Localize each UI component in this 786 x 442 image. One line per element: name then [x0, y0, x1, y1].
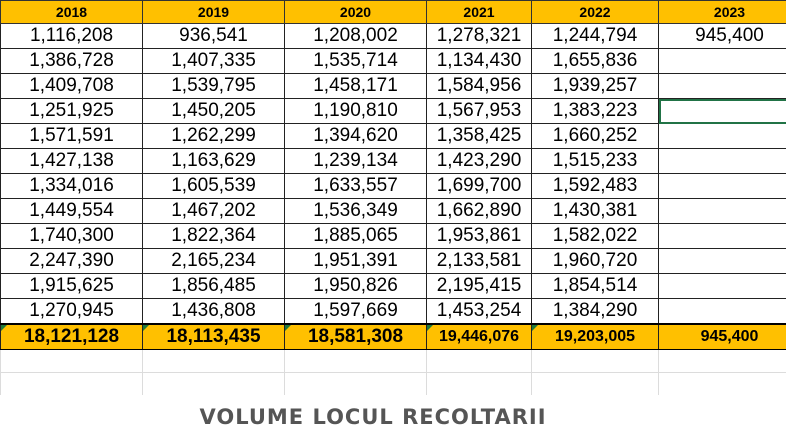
- cell-2023-row-11[interactable]: [659, 274, 786, 299]
- table-row: [1, 99, 786, 124]
- total-2021[interactable]: [427, 324, 532, 350]
- empty-cell[interactable]: [285, 350, 427, 373]
- total-value: 19,446,076: [438, 328, 520, 345]
- table-row: [1, 274, 786, 299]
- cell-2019-row-5[interactable]: 1,262,299: [143, 124, 285, 149]
- sheet-caption: VOLUME LOCUL RECOLTARII: [199, 405, 547, 429]
- cell-2022-row-5[interactable]: 1,660,252: [532, 124, 659, 149]
- empty-cell[interactable]: [285, 373, 427, 396]
- cell-2023-row-8[interactable]: [659, 199, 786, 224]
- header-row: [1, 1, 786, 24]
- cell-2019-row-11[interactable]: 1,856,485: [143, 274, 285, 299]
- cell-2021-row-11[interactable]: 2,195,415: [427, 274, 532, 299]
- cell-2018-row-10[interactable]: 2,247,390: [1, 249, 143, 274]
- cell-2018-row-6[interactable]: 1,427,138: [1, 149, 143, 174]
- cell-2023-row-7[interactable]: [659, 174, 786, 199]
- formula-warning-marker: [532, 325, 538, 331]
- cell-2018-row-1[interactable]: 1,116,208: [1, 24, 143, 49]
- total-2022[interactable]: [532, 324, 659, 350]
- cell-2021-row-2[interactable]: 1,134,430: [427, 49, 532, 74]
- cell-2023-row-6[interactable]: [659, 149, 786, 174]
- empty-cell[interactable]: [427, 373, 532, 396]
- table-row: [1, 24, 786, 49]
- empty-cell[interactable]: [1, 350, 143, 373]
- table-row: [1, 174, 786, 199]
- cell-2019-row-3[interactable]: 1,539,795: [143, 74, 285, 99]
- cell-2022-row-10[interactable]: 1,960,720: [532, 249, 659, 274]
- formula-warning-marker: [427, 325, 433, 331]
- column-header-2019[interactable]: 2019: [143, 1, 285, 24]
- cell-2022-row-4[interactable]: 1,383,223: [532, 99, 659, 124]
- cell-2020-row-4[interactable]: 1,190,810: [285, 99, 427, 124]
- cell-2022-row-6[interactable]: 1,515,233: [532, 149, 659, 174]
- cell-2021-row-1[interactable]: 1,278,321: [427, 24, 532, 49]
- formula-warning-marker: [1, 325, 7, 331]
- empty-cell[interactable]: [659, 350, 786, 373]
- cell-2019-row-9[interactable]: 1,822,364: [143, 224, 285, 249]
- total-2019[interactable]: [143, 324, 285, 350]
- cell-2022-row-1[interactable]: 1,244,794: [532, 24, 659, 49]
- total-2020[interactable]: [285, 324, 427, 350]
- cell-2020-row-12[interactable]: 1,597,669: [285, 299, 427, 325]
- cell-2023-row-12[interactable]: [659, 299, 786, 325]
- column-header-2021[interactable]: 2021: [427, 1, 532, 24]
- cell-2020-row-6[interactable]: 1,239,134: [285, 149, 427, 174]
- empty-row: [1, 373, 786, 396]
- cell-2018-row-12[interactable]: 1,270,945: [1, 299, 143, 325]
- empty-cell[interactable]: [532, 350, 659, 373]
- table-row: [1, 124, 786, 149]
- cell-2019-row-10[interactable]: 2,165,234: [143, 249, 285, 274]
- cell-2020-row-10[interactable]: 1,951,391: [285, 249, 427, 274]
- cell-2021-row-9[interactable]: 1,953,861: [427, 224, 532, 249]
- cell-2020-row-7[interactable]: 1,633,557: [285, 174, 427, 199]
- cell-2021-row-3[interactable]: 1,584,956: [427, 74, 532, 99]
- cell-2018-row-7[interactable]: 1,334,016: [1, 174, 143, 199]
- cell-2021-row-5[interactable]: 1,358,425: [427, 124, 532, 149]
- cell-2020-row-8[interactable]: 1,536,349: [285, 199, 427, 224]
- total-value: 18,113,435: [166, 326, 261, 347]
- cell-2021-row-10[interactable]: 2,133,581: [427, 249, 532, 274]
- cell-2019-row-12[interactable]: 1,436,808: [143, 299, 285, 325]
- cell-2021-row-7[interactable]: 1,699,700: [427, 174, 532, 199]
- cell-2022-row-12[interactable]: 1,384,290: [532, 299, 659, 325]
- total-value: 18,121,128: [23, 326, 120, 347]
- cell-2019-row-8[interactable]: 1,467,202: [143, 199, 285, 224]
- table-row: [1, 224, 786, 249]
- cell-2022-row-2[interactable]: 1,655,836: [532, 49, 659, 74]
- cell-2023-row-1[interactable]: 945,400: [659, 24, 786, 49]
- totals-row: [1, 324, 786, 350]
- cell-2018-row-3[interactable]: 1,409,708: [1, 74, 143, 99]
- cell-2022-row-11[interactable]: 1,854,514: [532, 274, 659, 299]
- cell-2023-row-10[interactable]: [659, 249, 786, 274]
- total-value: 945,400: [700, 328, 759, 345]
- cell-2018-row-8[interactable]: 1,449,554: [1, 199, 143, 224]
- empty-row: [1, 350, 786, 373]
- empty-cell[interactable]: [143, 350, 285, 373]
- cell-2020-row-11[interactable]: 1,950,826: [285, 274, 427, 299]
- cell-2020-row-1[interactable]: 1,208,002: [285, 24, 427, 49]
- cell-2023-row-2[interactable]: [659, 49, 786, 74]
- cell-2018-row-11[interactable]: 1,915,625: [1, 274, 143, 299]
- cell-2023-row-5[interactable]: [659, 124, 786, 149]
- cell-2021-row-4[interactable]: 1,567,953: [427, 99, 532, 124]
- cell-2019-row-2[interactable]: 1,407,335: [143, 49, 285, 74]
- table-row: [1, 49, 786, 74]
- cell-2022-row-9[interactable]: 1,582,022: [532, 224, 659, 249]
- cell-2020-row-2[interactable]: 1,535,714: [285, 49, 427, 74]
- table-row: [1, 299, 786, 325]
- total-2018[interactable]: [1, 324, 143, 350]
- cell-2018-row-9[interactable]: 1,740,300: [1, 224, 143, 249]
- total-value: 19,203,005: [554, 328, 636, 345]
- total-2023[interactable]: [659, 324, 786, 350]
- empty-cell[interactable]: [143, 373, 285, 396]
- cell-2021-row-8[interactable]: 1,662,890: [427, 199, 532, 224]
- empty-cell[interactable]: [1, 373, 143, 396]
- table-row: [1, 74, 786, 99]
- cell-2023-row-3[interactable]: [659, 74, 786, 99]
- table-row: [1, 249, 786, 274]
- cell-2023-row-9[interactable]: [659, 224, 786, 249]
- cell-2018-row-5[interactable]: 1,571,591: [1, 124, 143, 149]
- cell-2021-row-6[interactable]: 1,423,290: [427, 149, 532, 174]
- cell-2021-row-12[interactable]: 1,453,254: [427, 299, 532, 325]
- column-header-2018[interactable]: 2018: [1, 1, 143, 24]
- column-header-2020[interactable]: 2020: [285, 1, 427, 24]
- cell-2020-row-5[interactable]: 1,394,620: [285, 124, 427, 149]
- formula-warning-marker: [143, 325, 149, 331]
- cell-2020-row-9[interactable]: 1,885,065: [285, 224, 427, 249]
- formula-warning-marker: [285, 325, 291, 331]
- table-row: [1, 199, 786, 224]
- empty-cell[interactable]: [659, 373, 786, 396]
- cell-2019-row-7[interactable]: 1,605,539: [143, 174, 285, 199]
- cell-2019-row-4[interactable]: 1,450,205: [143, 99, 285, 124]
- cell-2020-row-3[interactable]: 1,458,171: [285, 74, 427, 99]
- cell-2018-row-4[interactable]: 1,251,925: [1, 99, 143, 124]
- column-header-2023[interactable]: 2023: [659, 1, 786, 24]
- total-value: 18,581,308: [307, 326, 404, 347]
- table-row: [1, 149, 786, 174]
- column-header-2022[interactable]: 2022: [532, 1, 659, 24]
- cell-2019-row-1[interactable]: 936,541: [143, 24, 285, 49]
- empty-cell[interactable]: [532, 373, 659, 396]
- empty-cell[interactable]: [427, 350, 532, 373]
- cell-2019-row-6[interactable]: 1,163,629: [143, 149, 285, 174]
- selected-cell[interactable]: [659, 99, 786, 124]
- cell-2022-row-3[interactable]: 1,939,257: [532, 74, 659, 99]
- cell-2022-row-7[interactable]: 1,592,483: [532, 174, 659, 199]
- cell-2018-row-2[interactable]: 1,386,728: [1, 49, 143, 74]
- cell-2022-row-8[interactable]: 1,430,381: [532, 199, 659, 224]
